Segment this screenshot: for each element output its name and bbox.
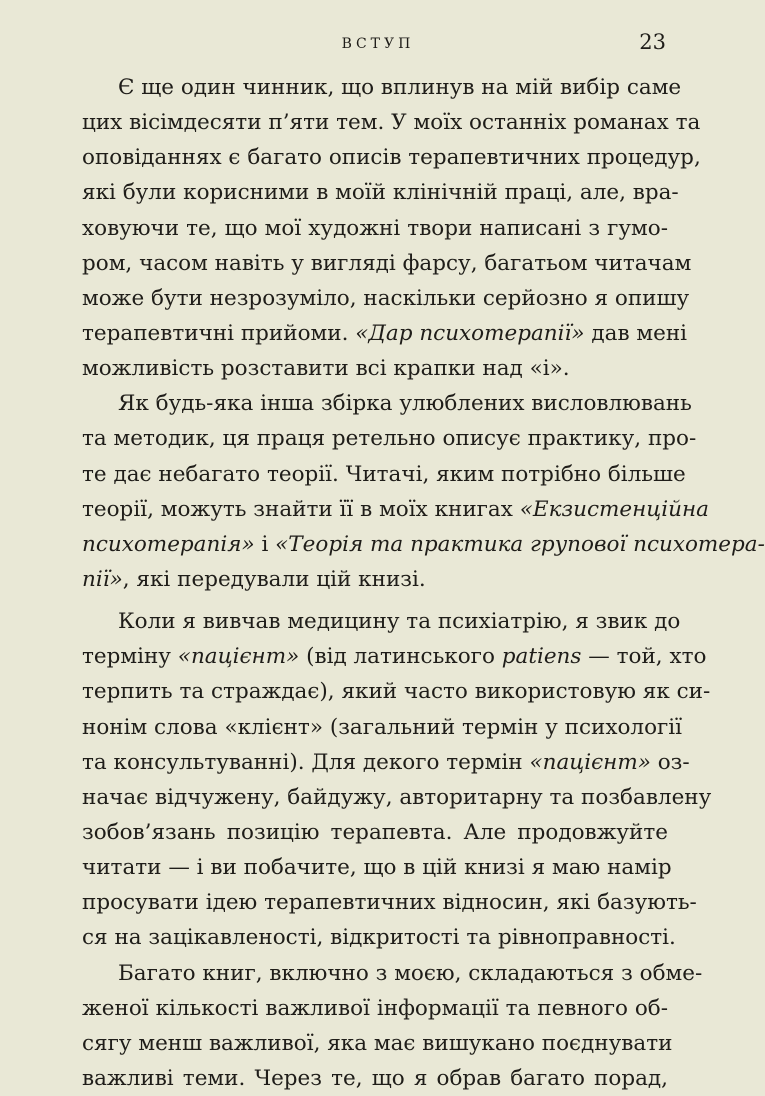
text-line [82, 316, 688, 351]
text-run: начає відчужену, байдужу, авторитарну та позбавлену [82, 784, 712, 810]
text-line [82, 351, 668, 386]
body-text [82, 70, 765, 1096]
italic-text: психотерапія» [82, 531, 255, 557]
text-run: які були корисними в моїй клінічній праці, але, вра- [82, 180, 679, 206]
text-line [82, 562, 668, 597]
text-line [82, 991, 668, 1026]
text-line [82, 815, 668, 850]
text-line [82, 105, 701, 140]
text-line [82, 710, 683, 745]
text-line [82, 246, 692, 281]
text-line [82, 211, 668, 246]
italic-text: «пацієнт» [529, 749, 651, 775]
text-line [82, 70, 682, 105]
text-line [82, 1026, 673, 1061]
text-run: може бути незрозуміло, наскільки серйозно я опишу [82, 285, 690, 311]
text-run: ром, часом навіть у вигляді фарсу, багатьом читачам [82, 250, 692, 276]
text-line [82, 674, 711, 709]
text-run: оз- [650, 749, 690, 775]
text-run: важливі теми. Через те, що я обрав багато порад, [82, 1065, 668, 1091]
text-run: , які передували цій книзі. [122, 566, 426, 592]
text-run: та методик, ця праця ретельно описує практику, про- [82, 426, 697, 452]
italic-text: «Екзистенційна [519, 496, 709, 522]
text-run: Багато книг, включно з моєю, складаються з обме- [118, 960, 703, 986]
text-run: Є ще один чинник, що вплинув на мій вибір саме [118, 75, 682, 100]
text-run: нонім слова «клієнт» (загальний термін у психології [82, 714, 683, 740]
text-run: (від латинського [299, 644, 502, 670]
text-line [82, 492, 709, 527]
page-number: 23 [639, 30, 666, 54]
text-run: ся на зацікавленості, відкритості та рівноправності. [82, 925, 676, 951]
text-line [82, 281, 690, 316]
italic-text: «Теорія та практика групової психотера- [275, 531, 765, 557]
text-run: те дає небагато теорії. Читачі, яким потрібно більше [82, 461, 686, 487]
italic-text: «пацієнт» [177, 644, 300, 670]
text-run: терпить та страждає), який часто використовую як си- [82, 679, 711, 705]
text-run: цих вісімдесяти п’яти тем. У моїх останніх романах та [82, 110, 701, 136]
text-run: терміну [82, 644, 178, 670]
text-line [82, 1061, 668, 1096]
text-run: дав мені [584, 320, 688, 346]
text-run: просувати ідею терапевтичних відносин, які базують- [82, 890, 697, 916]
text-line [82, 421, 697, 456]
text-run: женої кількості важливої інформації та певного об- [82, 995, 668, 1021]
text-line [82, 956, 703, 991]
text-line [82, 885, 697, 920]
text-run: можливість розставити всі крапки над «і». [82, 356, 570, 382]
text-line [82, 604, 681, 639]
text-line [82, 175, 679, 210]
text-run: зобов’язань позицію терапевта. Але продовжуйте [82, 819, 668, 845]
text-line [82, 780, 712, 815]
italic-text: patiens [501, 644, 582, 670]
text-line [82, 850, 672, 885]
text-run: Коли я вивчав медицину та психіатрію, я звик до [118, 609, 681, 635]
text-run: — той, хто [581, 644, 707, 670]
italic-text: пії» [82, 566, 123, 592]
text-line [82, 527, 765, 562]
text-run: та консультуванні). Для декого термін [82, 749, 530, 775]
text-line [82, 140, 701, 175]
text-run: читати — і ви побачите, що в цій книзі я маю намір [82, 855, 672, 881]
text-line [82, 639, 707, 674]
text-line [82, 745, 690, 780]
text-run: ховуючи те, що мої художні твори написані з гумо- [82, 215, 668, 241]
text-run: сягу менш важливої, яка має вишукано поєднувати [82, 1030, 673, 1056]
text-line [82, 920, 676, 955]
text-run: терапевтичні прийоми. [82, 320, 356, 346]
text-line [82, 457, 686, 492]
running-header: ВСТУП [341, 36, 415, 52]
italic-text: «Дар психотерапії» [355, 320, 585, 346]
text-run: і [254, 531, 276, 557]
text-line [82, 386, 692, 421]
text-run: теорії, можуть знайти її в моїх книгах [82, 496, 520, 522]
text-run: Як будь-яка інша збірка улюблених висловлювань [118, 391, 692, 417]
text-run: оповіданнях є багато описів терапевтичних процедур, [82, 145, 701, 171]
